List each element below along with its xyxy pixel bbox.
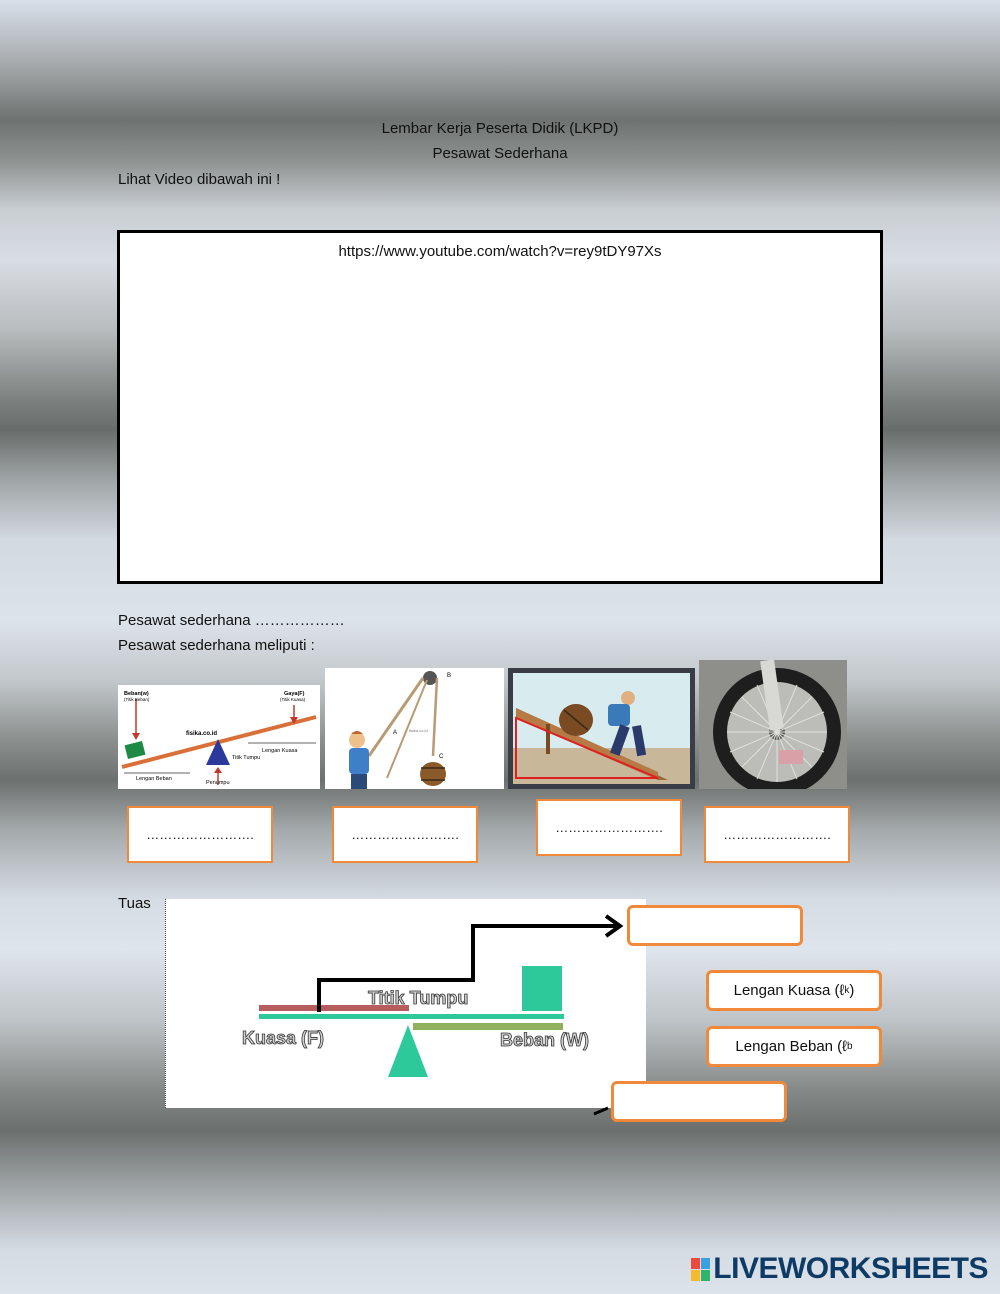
titik-tumpu-label: Titik Tumpu: [368, 988, 469, 1008]
brand-name: LIVEWORKSHEETS: [713, 1252, 988, 1285]
diagram-answer-bottom[interactable]: [611, 1081, 787, 1122]
pulley-image: [325, 668, 504, 789]
lever-titik-tumpu: Titik Tumpu: [232, 755, 261, 761]
beban-label: Beban (W): [500, 1030, 589, 1050]
answer-input-2[interactable]: …………………….: [332, 806, 478, 863]
lever-lengan-beban: Lengan Beban: [136, 776, 172, 782]
option-lengan-kuasa-sub: k: [844, 985, 850, 996]
lever-gaya-sub: (Titik Kuasa): [280, 697, 306, 702]
lever-penumpu: Penumpu: [206, 780, 230, 786]
video-link[interactable]: https://www.youtube.com/watch?v=rey9tDY97Xs: [338, 243, 662, 260]
inclined-plane-image: [508, 668, 695, 789]
liveworksheets-logo: [691, 1252, 988, 1286]
option-lengan-kuasa-text: Lengan Kuasa (ℓ: [733, 982, 845, 999]
option-lengan-kuasa[interactable]: [706, 970, 882, 1011]
definition-line: Pesawat sederhana ………………: [118, 612, 345, 629]
connector-arrow-icon: [300, 910, 630, 1020]
lever-site: fisika.co.id: [186, 731, 218, 737]
option-lengan-beban[interactable]: [706, 1026, 882, 1067]
answer-input-4[interactable]: …………………….: [704, 806, 850, 863]
pulley-label-c: C: [439, 754, 444, 760]
instruction-text: Lihat Video dibawah ini !: [118, 171, 281, 188]
pulley-label-b: B: [447, 673, 452, 679]
lever-beban-sub: (Titik Beban): [124, 697, 150, 702]
types-line: Pesawat sederhana meliputi :: [118, 637, 315, 654]
option-lengan-beban-text: Lengan Beban (ℓ: [735, 1038, 848, 1055]
lever-image: [118, 685, 320, 789]
lever-beban-label: Beban(w): [124, 691, 149, 697]
page-subtitle: Pesawat Sederhana: [432, 145, 568, 162]
option-lengan-kuasa-end: ): [849, 982, 855, 999]
pulley-label-a: A: [393, 730, 398, 736]
answer-input-1[interactable]: …………………….: [127, 806, 273, 863]
lever-lengan-kuasa: Lengan Kuasa: [262, 748, 298, 754]
pulley-site: fisika.co.id: [409, 728, 428, 733]
tuas-label: Tuas: [118, 895, 151, 912]
answer-input-3[interactable]: …………………….: [536, 799, 682, 856]
wheel-axle-image: [699, 660, 847, 789]
page-title: Lembar Kerja Peserta Didik (LKPD): [381, 120, 619, 137]
option-lengan-beban-sub: b: [847, 1041, 853, 1052]
kuasa-label: Kuasa (F): [242, 1028, 325, 1048]
video-frame[interactable]: [117, 230, 883, 584]
lever-gaya-label: Gaya(F): [284, 691, 305, 697]
logo-grid-icon: [691, 1258, 710, 1281]
diagram-answer-top[interactable]: [627, 905, 803, 946]
